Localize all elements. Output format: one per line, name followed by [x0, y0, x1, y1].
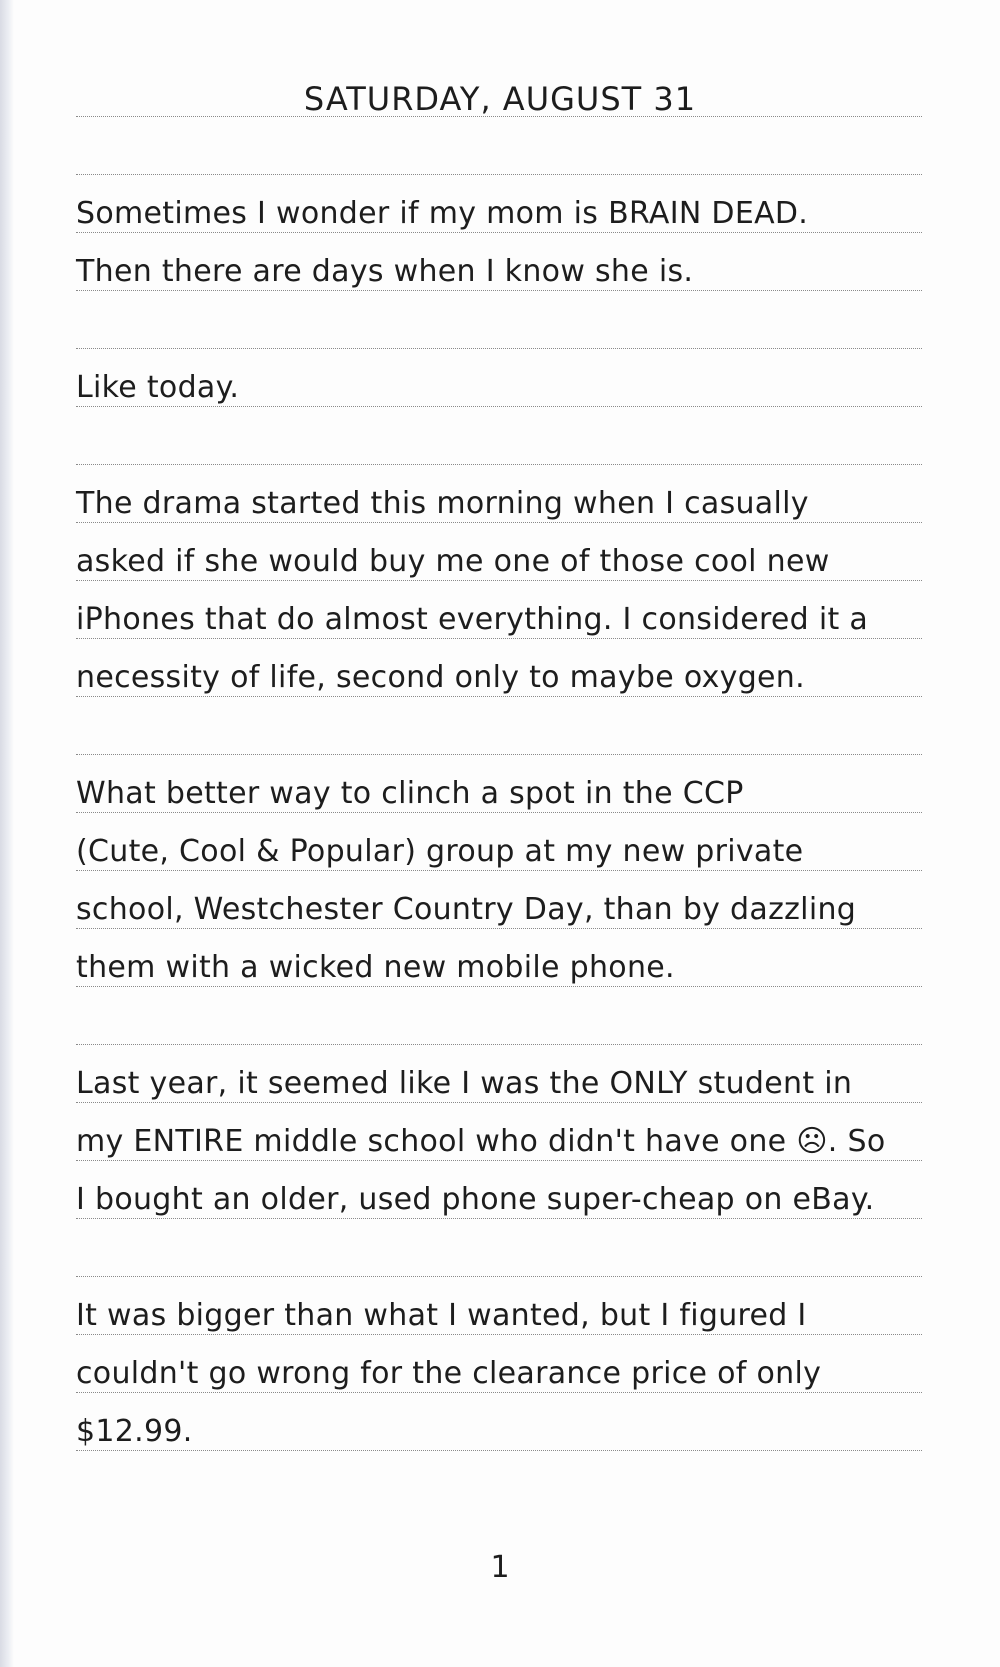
- text-line: my ENTIRE middle school who didn't have one ☹. So: [76, 1124, 886, 1159]
- ruled-line: [76, 1450, 922, 1451]
- ruled-line: [76, 754, 922, 755]
- text-line: Like today.: [76, 370, 240, 405]
- text-line: school, Westchester Country Day, than by dazzling: [76, 892, 857, 927]
- ruled-line: [76, 522, 922, 523]
- ruled-line: [76, 174, 922, 175]
- text-line: The drama started this morning when I casually: [76, 486, 809, 521]
- text-line: I bought an older, used phone super-cheap on eBay.: [76, 1182, 875, 1217]
- ruled-line: [76, 1102, 922, 1103]
- ruled-line: [76, 290, 922, 291]
- text-line: asked if she would buy me one of those cool new: [76, 544, 830, 579]
- date-heading: SATURDAY, AUGUST 31: [303, 80, 697, 118]
- ruled-line: [76, 232, 922, 233]
- text-line: (Cute, Cool & Popular) group at my new private: [76, 834, 804, 869]
- text-line: It was bigger than what I wanted, but I figured I: [76, 1298, 807, 1333]
- text-line: couldn't go wrong for the clearance price of only: [76, 1356, 822, 1391]
- text-line: them with a wicked new mobile phone.: [76, 950, 675, 985]
- text-line: $12.99.: [76, 1414, 193, 1449]
- ruled-line: [76, 406, 922, 407]
- page-spine-shadow: [0, 0, 14, 1667]
- ruled-line: [76, 638, 922, 639]
- text-line: Last year, it seemed like I was the ONLY student in: [76, 1066, 853, 1101]
- ruled-line: [76, 464, 922, 465]
- ruled-line: [76, 870, 922, 871]
- ruled-line: [76, 928, 922, 929]
- ruled-line: [76, 1044, 922, 1045]
- page-number: 1: [490, 1550, 510, 1585]
- ruled-line: [76, 1276, 922, 1277]
- ruled-line: [76, 986, 922, 987]
- text-line: What better way to clinch a spot in the CCP: [76, 776, 744, 811]
- text-line: iPhones that do almost everything. I considered it a: [76, 602, 869, 637]
- ruled-line: [76, 696, 922, 697]
- text-line: Then there are days when I know she is.: [76, 254, 694, 289]
- ruled-line: [76, 1218, 922, 1219]
- ruled-line: [76, 1392, 922, 1393]
- ruled-line: [76, 348, 922, 349]
- ruled-line: [76, 1334, 922, 1335]
- ruled-line: [76, 580, 922, 581]
- ruled-line: [76, 1160, 922, 1161]
- ruled-line: [76, 116, 922, 117]
- text-line: Sometimes I wonder if my mom is BRAIN DEAD.: [76, 196, 809, 231]
- ruled-line: [76, 812, 922, 813]
- text-line: necessity of life, second only to maybe oxygen.: [76, 660, 805, 695]
